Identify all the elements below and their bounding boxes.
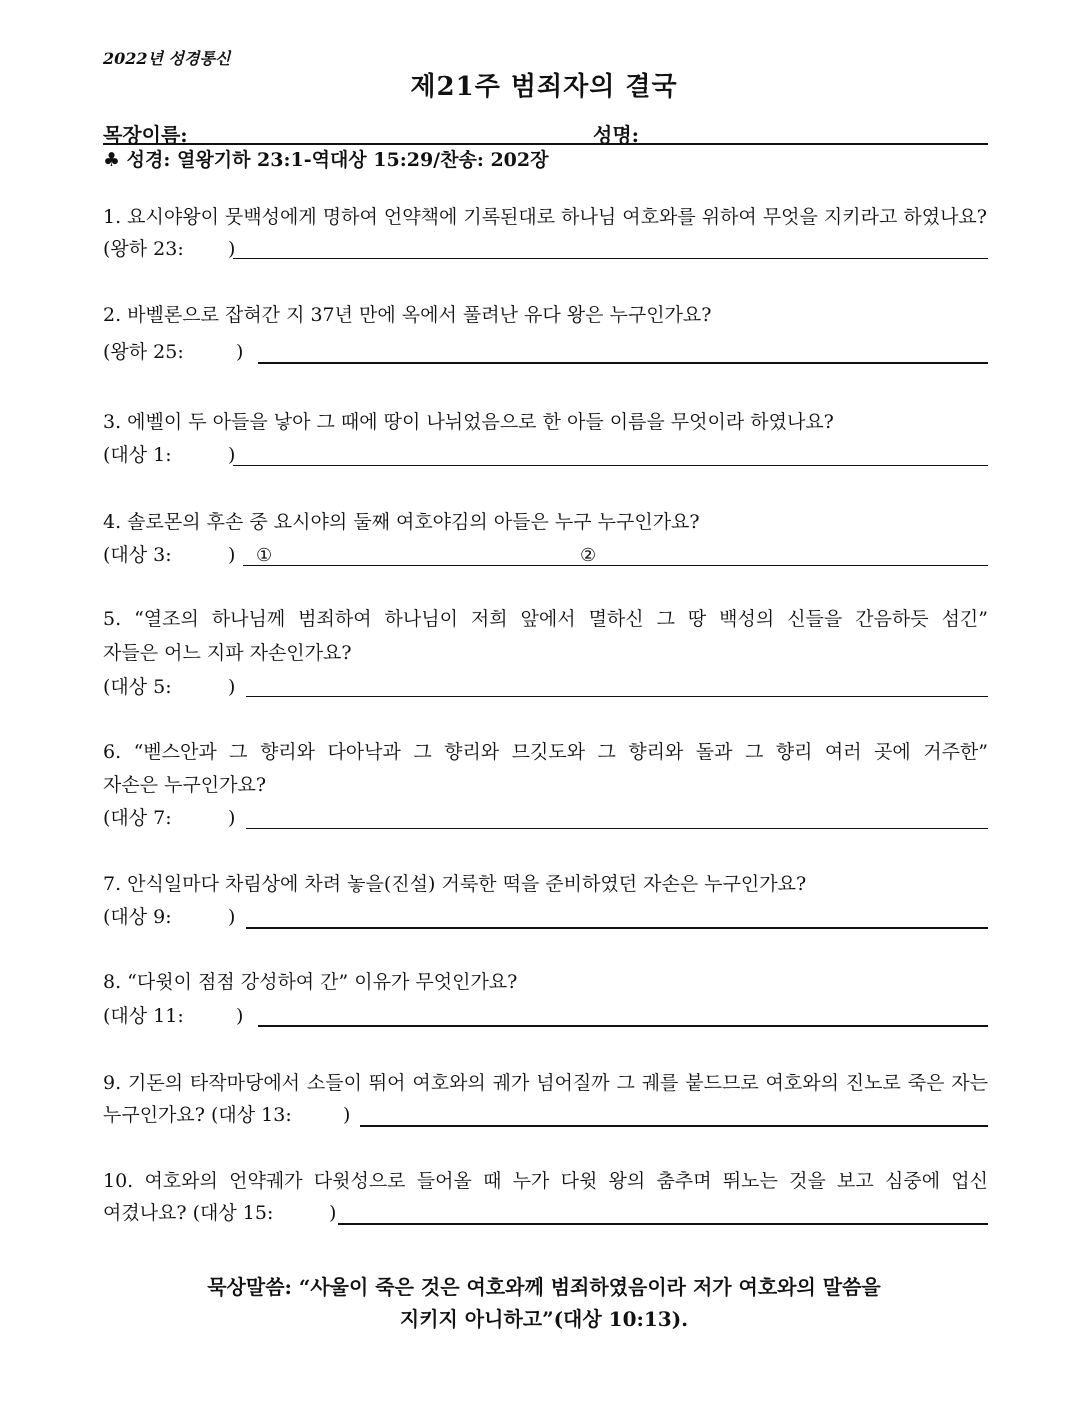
question-2-ref: (왕하 25:	[103, 341, 184, 363]
name-field-underline[interactable]	[103, 143, 988, 145]
meditation-verse-line-2: 지키지 아니하고”(대상 10:13).	[399, 1307, 689, 1331]
answer-line-5[interactable]	[246, 696, 988, 697]
club-icon: ♣	[103, 149, 121, 171]
question-10-close: )	[329, 1202, 337, 1224]
question-6-text-1: 6. “벧스안과 그 향리와 다아낙과 그 향리와 므깃도와 그 향리와 돌과 그 향리 여러 곳에 거주한”	[103, 741, 988, 763]
question-10-ref: 여겼나요? (대상 15:	[103, 1202, 274, 1224]
scripture-line	[103, 148, 548, 172]
answer-line-2[interactable]	[258, 362, 988, 364]
answer-line-9[interactable]	[360, 1125, 988, 1127]
question-6-close: )	[228, 807, 236, 829]
question-9-close: )	[343, 1104, 351, 1126]
question-3-ref: (대상 1:	[103, 444, 172, 466]
question-6-text-2: 자손은 누구인가요?	[103, 774, 267, 796]
meditation-verse-line-1: 묵상말씀: “사울이 죽은 것은 여호와께 범죄하였음이라 저가 여호와의 말씀을	[207, 1275, 881, 1299]
question-9-ref: 누구인가요? (대상 13:	[103, 1104, 292, 1126]
answer-line-6[interactable]	[246, 828, 988, 829]
question-4-close: )	[228, 544, 236, 566]
question-9-text-1: 9. 기돈의 타작마당에서 소들이 뛰어 여호와의 궤가 넘어질까 그 궤를 붙드므로 여호와의 진노로 죽은 자는	[103, 1072, 988, 1094]
question-5-ref: (대상 5:	[103, 676, 172, 698]
answer-line-7[interactable]	[246, 927, 988, 929]
question-4-ref: (대상 3:	[103, 544, 172, 566]
answer-line-10[interactable]	[338, 1223, 988, 1225]
question-5-close: )	[228, 676, 236, 698]
answer-line-1[interactable]	[233, 258, 988, 259]
answer-line-8[interactable]	[258, 1025, 988, 1027]
answer-marker-2: ②	[580, 545, 597, 566]
question-1-text: 1. 요시야왕이 뭇백성에게 명하여 언약책에 기록된대로 하나님 여호와를 위하여 무엇을 지키라고 하였나요?	[103, 206, 987, 228]
question-10-text-1: 10. 여호와의 언약궤가 다윗성으로 들어올 때 누가 다윗 왕의 춤추며 뛰노는 것을 보고 심중에 업신	[103, 1170, 988, 1192]
scripture-text: 성경: 열왕기하 23:1-역대상 15:29/찬송: 202장	[126, 149, 549, 171]
question-8-text: 8. “다윗이 점점 강성하여 간” 이유가 무엇인가요?	[103, 971, 518, 993]
question-2-close: )	[236, 341, 244, 363]
question-2-text: 2. 바벨론으로 잡혀간 지 37년 만에 옥에서 풀려난 유다 왕은 누구인가요?	[103, 304, 712, 326]
question-3-text: 3. 에벨이 두 아들을 낳아 그 때에 땅이 나뉘었음으로 한 아들 이름을 무엇이라 하였나요?	[103, 411, 834, 433]
question-3-close: )	[228, 444, 236, 466]
question-7-ref: (대상 9:	[103, 906, 172, 928]
student-name-label: 성명:	[593, 123, 640, 147]
page-title: 제21주 범죄자의 결국	[410, 72, 678, 102]
group-name-label: 목장이름:	[103, 123, 188, 147]
header-label: 2022년 성경통신	[103, 49, 231, 68]
question-7-text: 7. 안식일마다 차림상에 차려 놓을(진설) 거룩한 떡을 준비하였던 자손은 누구인가요?	[103, 873, 807, 895]
question-1-ref: (왕하 23:	[103, 238, 184, 260]
answer-line-3[interactable]	[233, 465, 988, 466]
question-5-text-2: 자들은 어느 지파 자손인가요?	[103, 642, 352, 664]
question-6-ref: (대상 7:	[103, 807, 172, 829]
question-7-close: )	[228, 906, 236, 928]
question-8-ref: (대상 11:	[103, 1005, 184, 1027]
question-1-close: )	[228, 238, 236, 260]
question-8-close: )	[236, 1005, 244, 1027]
answer-marker-1: ①	[256, 545, 273, 566]
answer-line-4[interactable]	[243, 565, 988, 566]
question-5-text-1: 5. “열조의 하나님께 범죄하여 하나님이 저희 앞에서 멸하신 그 땅 백성의 신들을 간음하듯 섬긴”	[103, 608, 988, 630]
question-4-text: 4. 솔로몬의 후손 중 요시야의 둘째 여호야김의 아들은 누구 누구인가요?	[103, 511, 700, 533]
